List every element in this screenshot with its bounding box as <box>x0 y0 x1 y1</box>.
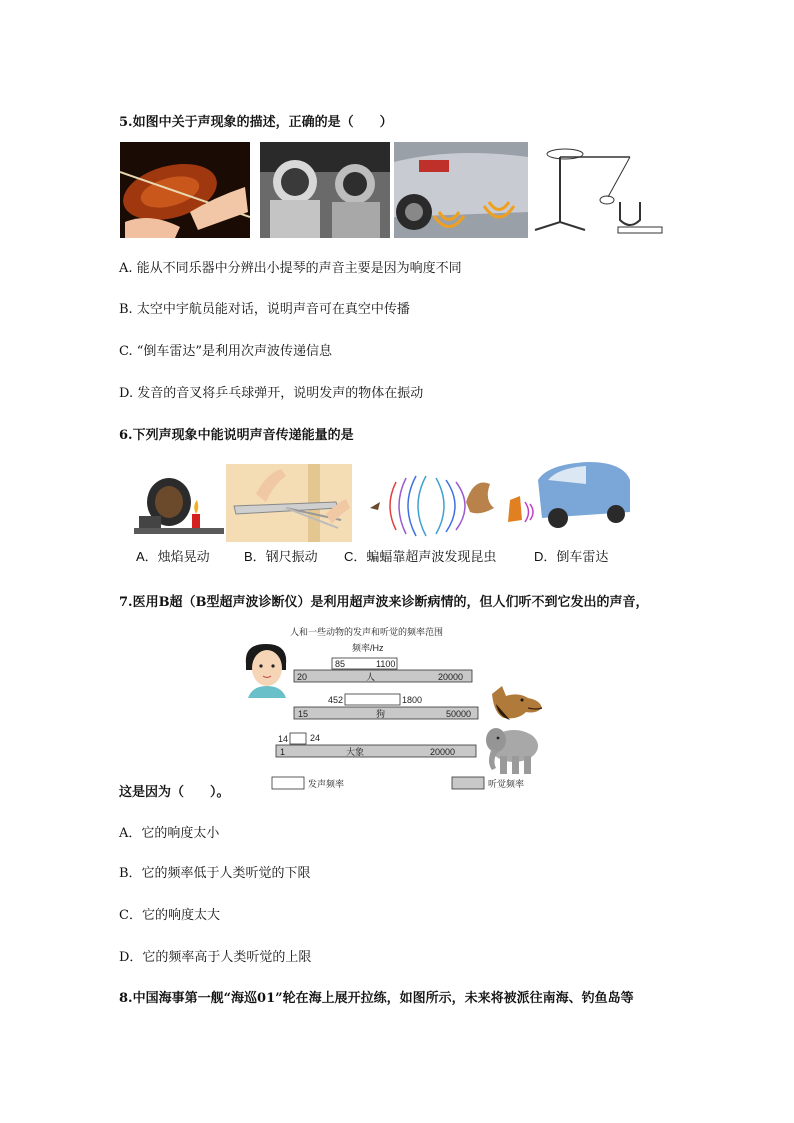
woman-face-image <box>240 640 294 698</box>
elephant-emit-high: 24 <box>310 733 321 743</box>
legend-hear-label: 听觉频率 <box>488 779 525 789</box>
q6-caption-b: B．钢尺振动 <box>244 549 318 564</box>
tuning-fork-diagram <box>530 142 668 238</box>
astronauts-photo <box>260 142 390 238</box>
q6-stem: 6.下列声现象中能说明声音传递能量的是 <box>119 428 354 443</box>
elephant-hear-low: 1 <box>280 747 286 757</box>
chart-unit-label: 频率/Hz <box>352 643 384 653</box>
human-label: 人 <box>366 672 376 682</box>
q5-stem: 5.如图中关于声现象的描述，正确的是（ ） <box>119 115 393 130</box>
q5-option-d: D. 发音的音叉将乒乓球弹开，说明发声的物体在振动 <box>119 386 424 401</box>
legend-emit-label: 发声频率 <box>308 779 345 789</box>
dog-image <box>488 684 544 724</box>
dog-emit-bar <box>345 694 400 705</box>
chart-title: 人和一些动物的发声和听觉的频率范围 <box>290 627 444 637</box>
human-hear-low: 20 <box>297 672 308 682</box>
speaker-candle-image <box>134 470 224 536</box>
q7-option-c: C．它的响度太大 <box>119 908 220 923</box>
dog-emit-low: 452 <box>328 695 344 705</box>
human-emit-high: 1100 <box>376 659 396 669</box>
elephant-emit-low: 14 <box>278 734 289 744</box>
q5-option-a: A. 能从不同乐器中分辨出小提琴的声音主要是因为响度不同 <box>119 261 462 276</box>
steel-ruler-image <box>226 464 352 542</box>
q6-caption-a: A．烛焰晃动 <box>136 549 210 564</box>
q6-caption-c: C．蝙蝠靠超声波发现昆虫 <box>344 549 497 564</box>
q7-option-d: D．它的频率高于人类听觉的上限 <box>119 950 312 965</box>
dog-label: 狗 <box>376 709 386 719</box>
q7-option-a: A．它的响度太小 <box>119 826 220 841</box>
q6-caption-d: D．倒车雷达 <box>534 549 609 564</box>
elephant-emit-bar <box>290 733 306 744</box>
q5-option-b: B. 太空中宇航员能对话，说明声音可在真空中传播 <box>119 302 410 317</box>
legend-hear-swatch <box>452 777 484 789</box>
elephant-hear-high: 20000 <box>430 747 456 757</box>
elephant-image <box>484 724 544 776</box>
dog-hear-high: 50000 <box>446 709 472 719</box>
human-hear-high: 20000 <box>438 672 464 682</box>
legend-emit-swatch <box>272 777 304 789</box>
human-emit-low: 85 <box>335 659 346 669</box>
elephant-label: 大象 <box>346 747 365 757</box>
q7-option-b: B．它的频率低于人类听觉的下限 <box>119 866 311 881</box>
q7-stem: 7.医用B超（B型超声波诊断仪）是利用超声波来诊断病情的，但人们听不到它发出的声音， <box>119 595 649 610</box>
dog-hear-low: 15 <box>298 709 309 719</box>
violin-photo <box>120 142 250 238</box>
car-radar-photo <box>394 142 528 238</box>
q8-stem: 8.中国海事第一舰“海巡01”轮在海上展开拉练，如图所示，未来将被派往南海、钓鱼岛等 <box>119 991 634 1006</box>
q5-option-c: C. “倒车雷达”是利用次声波传递信息 <box>119 344 333 359</box>
q7-stem-end: 这是因为（ ）。 <box>119 785 230 800</box>
bat-ultrasound-image <box>366 472 496 540</box>
dog-emit-high: 1800 <box>402 695 423 705</box>
reversing-radar-image <box>508 460 634 530</box>
